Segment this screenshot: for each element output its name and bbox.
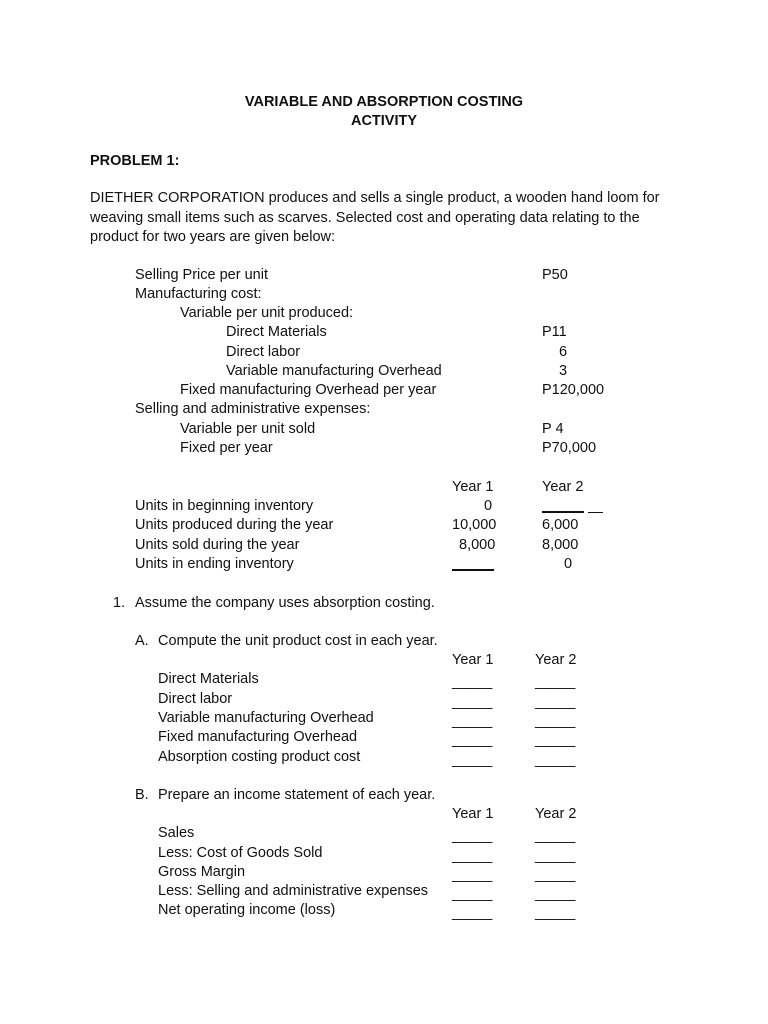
part-a-blank-y1: _____ (452, 732, 493, 748)
units-row-label: Units sold during the year (135, 537, 300, 553)
part-a-row-label: Fixed manufacturing Overhead (158, 729, 358, 745)
part-b-row-label: Gross Margin (158, 864, 246, 880)
cost-value: P 4 (542, 421, 564, 437)
units-row-y1: 0 (484, 498, 493, 514)
part-b-blank-y1: _____ (452, 828, 493, 844)
cost-label: Direct labor (226, 344, 301, 360)
part-b-year2-header: Year 2 (535, 806, 577, 822)
part-a-year1-header: Year 1 (452, 652, 494, 668)
part-b-blank-y1: _____ (452, 867, 493, 883)
part-a-text: Compute the unit product cost in each year. (158, 633, 438, 649)
cost-label: Fixed per year (180, 440, 273, 456)
units-year1-header: Year 1 (452, 479, 494, 495)
part-b-blank-y2: _____ (535, 828, 576, 844)
units-blank (452, 555, 494, 577)
cost-value: 3 (559, 363, 568, 379)
cost-value: P11 (542, 324, 567, 340)
document-title-line1: VARIABLE AND ABSORPTION COSTING (244, 94, 524, 110)
part-a-year2-header: Year 2 (535, 652, 577, 668)
cost-label: Selling and administrative expenses: (135, 401, 371, 417)
part-b-blank-y2: _____ (535, 867, 576, 883)
part-a-blank-y2: _____ (535, 752, 576, 768)
cost-label: Fixed manufacturing Overhead per year (180, 382, 437, 398)
part-a-blank-y1: _____ (452, 694, 493, 710)
intro-paragraph: DIETHER CORPORATION produces and sells a single product, a wooden hand loom for weaving small items such as scarves. Selected cost and operating data relating to the product for two years are given below: (90, 190, 660, 245)
question-text: Assume the company uses absorption costing. (135, 595, 435, 611)
cost-label: Selling Price per unit (135, 267, 268, 283)
units-row-y1: 10,000 (452, 517, 497, 533)
question-number: 1. (113, 595, 126, 611)
part-a-row-label: Variable manufacturing Overhead (158, 710, 374, 726)
units-row-label: Units in beginning inventory (135, 498, 314, 514)
cost-label: Variable manufacturing Overhead (226, 363, 442, 379)
units-row-y2: 6,000 (542, 517, 579, 533)
units-year2-header: Year 2 (542, 479, 584, 495)
part-b-year1-header: Year 1 (452, 806, 494, 822)
cost-value: P50 (542, 267, 568, 283)
units-row-label: Units produced during the year (135, 517, 334, 533)
cost-value: P120,000 (542, 382, 605, 398)
part-a-blank-y2: _____ (535, 694, 576, 710)
part-a-blank-y1: _____ (452, 674, 493, 690)
part-b-blank-y2: _____ (535, 848, 576, 864)
cost-label: Variable per unit produced: (180, 305, 354, 321)
part-a-blank-y2: _____ (535, 713, 576, 729)
units-row-label: Units in ending inventory (135, 556, 294, 572)
cost-label: Direct Materials (226, 324, 327, 340)
part-a-row-label: Absorption costing product cost (158, 749, 361, 765)
units-row-y1: 8,000 (459, 537, 496, 553)
part-a-blank-y1: _____ (452, 713, 493, 729)
part-b-blank-y2: _____ (535, 905, 576, 921)
cost-label: Manufacturing cost: (135, 286, 262, 302)
part-b-text: Prepare an income statement of each year. (158, 787, 436, 803)
part-a-letter: A. (135, 633, 149, 649)
cost-value: P70,000 (542, 440, 597, 456)
cost-value: 6 (559, 344, 568, 360)
part-a-row-label: Direct Materials (158, 671, 259, 687)
part-a-blank-y2: _____ (535, 732, 576, 748)
document-title-line2: ACTIVITY (350, 113, 418, 129)
part-b-letter: B. (135, 787, 149, 803)
units-row-y2: 0 (564, 556, 573, 572)
part-b-row-label: Less: Cost of Goods Sold (158, 845, 323, 861)
part-b-blank-y1: _____ (452, 905, 493, 921)
part-b-row-label: Net operating income (loss) (158, 902, 336, 918)
units-row-y2: 8,000 (542, 537, 579, 553)
part-a-row-label: Direct labor (158, 691, 233, 707)
part-a-blank-y2: _____ (535, 674, 576, 690)
cost-label: Variable per unit sold (180, 421, 316, 437)
part-b-blank-y2: _____ (535, 886, 576, 902)
part-b-row-label: Sales (158, 825, 195, 841)
part-b-blank-y1: _____ (452, 848, 493, 864)
part-b-blank-y1: _____ (452, 886, 493, 902)
problem-heading: PROBLEM 1: (90, 153, 180, 169)
part-a-blank-y1: _____ (452, 752, 493, 768)
part-b-row-label: Less: Selling and administrative expenses (158, 883, 429, 899)
